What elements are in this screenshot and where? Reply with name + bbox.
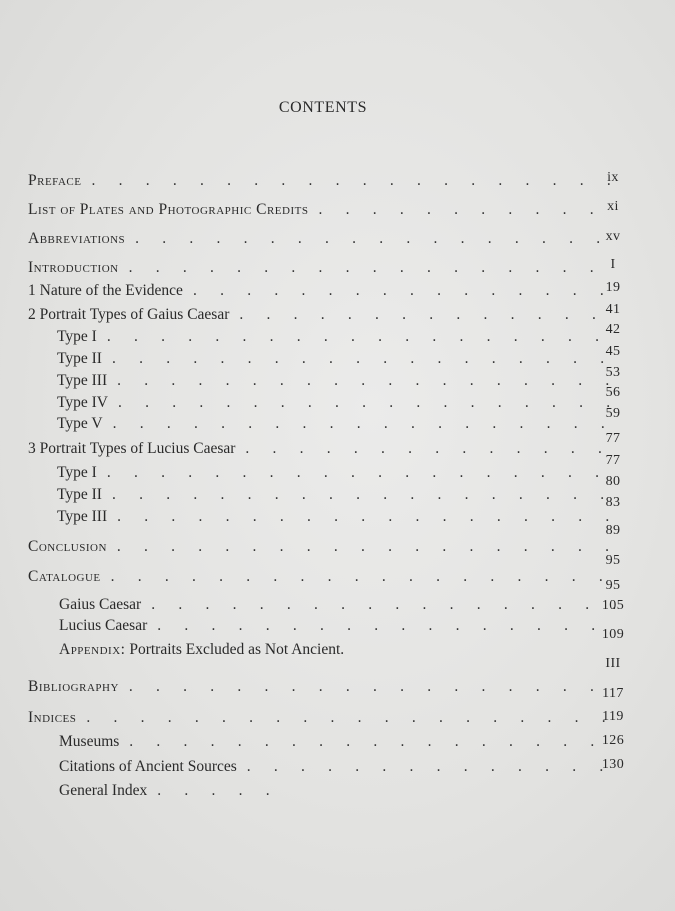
appendix-title: Portraits Excluded as Not Ancient.	[125, 641, 345, 658]
toc-entry-page: I	[610, 257, 616, 272]
toc-entry-preface	[28, 172, 623, 194]
toc-entry-page: 77	[605, 431, 621, 446]
toc-entry-list-of-plates	[28, 201, 623, 223]
dot-leader	[111, 568, 617, 586]
toc-entry-introduction	[28, 259, 623, 281]
dot-leader	[239, 306, 617, 324]
toc-entry-page: III	[605, 656, 621, 671]
toc-entry-label: Catalogue	[28, 568, 101, 585]
toc-entry-page: 59	[605, 406, 621, 421]
toc-entry-label: Type II	[57, 350, 102, 367]
toc-entry-catalogue-gaius	[59, 596, 623, 618]
dot-leader	[129, 259, 617, 277]
toc-entry-page: xi	[607, 199, 619, 214]
dot-leader	[107, 464, 617, 482]
toc-entry-catalogue-lucius	[59, 617, 623, 639]
toc-entry-conclusion	[28, 538, 623, 560]
dot-leader	[318, 201, 617, 219]
toc-entry-gaius-type-1	[57, 328, 623, 350]
toc-entry-page: 89	[605, 523, 621, 538]
toc-entry-label: Bibliography	[28, 678, 119, 695]
toc-entry-indices	[28, 709, 623, 731]
toc-entry-gaius-type-2	[57, 350, 623, 372]
toc-entry-chapter-2	[28, 306, 623, 328]
toc-entry-page: 56	[605, 385, 621, 400]
dot-leader	[193, 282, 617, 300]
dot-leader	[112, 486, 617, 504]
dot-leader	[129, 678, 617, 696]
toc-entry-page: 41	[605, 302, 621, 317]
toc-entry-page: 19	[605, 280, 621, 295]
toc-entry-page: 77	[605, 453, 621, 468]
toc-entry-page: 83	[605, 495, 621, 510]
toc-entry-label: Introduction	[28, 259, 119, 276]
toc-entry-lucius-type-2	[57, 486, 623, 508]
toc-entry-index-general	[59, 782, 279, 804]
toc-entry-page: 95	[605, 553, 621, 568]
toc-entry-label: Type II	[57, 486, 102, 503]
dot-leader	[135, 230, 617, 248]
toc-entry-index-citations	[59, 758, 623, 780]
toc-entry-label: Type I	[57, 464, 97, 481]
toc-entry-page: 130	[601, 757, 625, 772]
toc-entry-label: Type I	[57, 328, 97, 345]
toc-entry-label: Type V	[57, 415, 103, 432]
toc-entry-page: 42	[605, 322, 621, 337]
dot-leader	[117, 508, 617, 526]
toc-entry-appendix	[59, 641, 389, 663]
dot-leader	[247, 758, 617, 776]
toc-entry-label: Museums	[59, 733, 120, 750]
dot-leader	[151, 596, 617, 614]
toc-entry-label: Type III	[57, 508, 108, 525]
toc-entry-lucius-type-1	[57, 464, 623, 486]
toc-entry-catalogue	[28, 568, 623, 590]
toc-entry-page: 80	[605, 474, 621, 489]
toc-entry-page: 126	[601, 733, 625, 748]
toc-entry-bibliography	[28, 678, 623, 700]
toc-entry-label: 3 Portrait Types of Lucius Caesar	[28, 440, 236, 457]
toc-entry-label: Conclusion	[28, 538, 107, 555]
toc-entry-gaius-type-5	[57, 415, 623, 437]
dot-leader	[112, 350, 617, 368]
toc-entry-label: Abbreviations	[28, 230, 126, 247]
toc-entry-label: Type IV	[57, 394, 108, 411]
appendix-label: Appendix:	[59, 641, 126, 658]
toc-entry-page: 109	[601, 627, 625, 642]
toc-entry-label: Type III	[57, 372, 108, 389]
toc-entry-label: Preface	[28, 172, 82, 189]
toc-entry-label: 1 Nature of the Evidence	[28, 282, 183, 299]
toc-entry-index-museums	[59, 733, 623, 755]
toc-entry-gaius-type-3	[57, 372, 623, 394]
toc-entry-chapter-3	[28, 440, 623, 462]
toc-entry-page: ix	[607, 170, 619, 185]
dot-leader	[118, 394, 617, 412]
toc-entry-chapter-1	[28, 282, 623, 304]
toc-entry-page: xv	[605, 229, 621, 244]
dot-leader	[129, 733, 617, 751]
dot-leader	[107, 328, 617, 346]
dot-leader	[117, 372, 617, 390]
toc-entry-page: 95	[605, 578, 621, 593]
dot-leader	[91, 172, 617, 190]
toc-entry-page: 119	[602, 709, 624, 724]
toc-entry-label: Lucius Caesar	[59, 617, 148, 634]
dot-leader	[245, 440, 617, 458]
page-title: CONTENTS	[278, 99, 368, 116]
toc-entry-label: List of Plates and Photographic Credits	[28, 201, 309, 218]
toc-entry-label	[59, 641, 344, 659]
dot-leader	[157, 617, 617, 635]
toc-entry-page: 105	[601, 598, 625, 613]
toc-entry-page: 117	[602, 686, 624, 701]
toc-entry-gaius-type-4	[57, 394, 623, 416]
toc-entry-label: General Index	[59, 782, 148, 799]
toc-entry-label: Indices	[28, 709, 77, 726]
dot-leader	[117, 538, 617, 556]
toc-entry-page: 53	[605, 365, 621, 380]
toc-entry-lucius-type-3	[57, 508, 623, 530]
toc-entry-label: Gaius Caesar	[59, 596, 142, 613]
toc-entry-label: 2 Portrait Types of Gaius Caesar	[28, 306, 230, 323]
toc-entry-abbreviations	[28, 230, 623, 252]
toc-entry-label: Citations of Ancient Sources	[59, 758, 237, 775]
dot-leader	[157, 782, 273, 800]
toc-entry-page: 45	[605, 344, 621, 359]
dot-leader	[113, 415, 617, 433]
dot-leader	[86, 709, 617, 727]
